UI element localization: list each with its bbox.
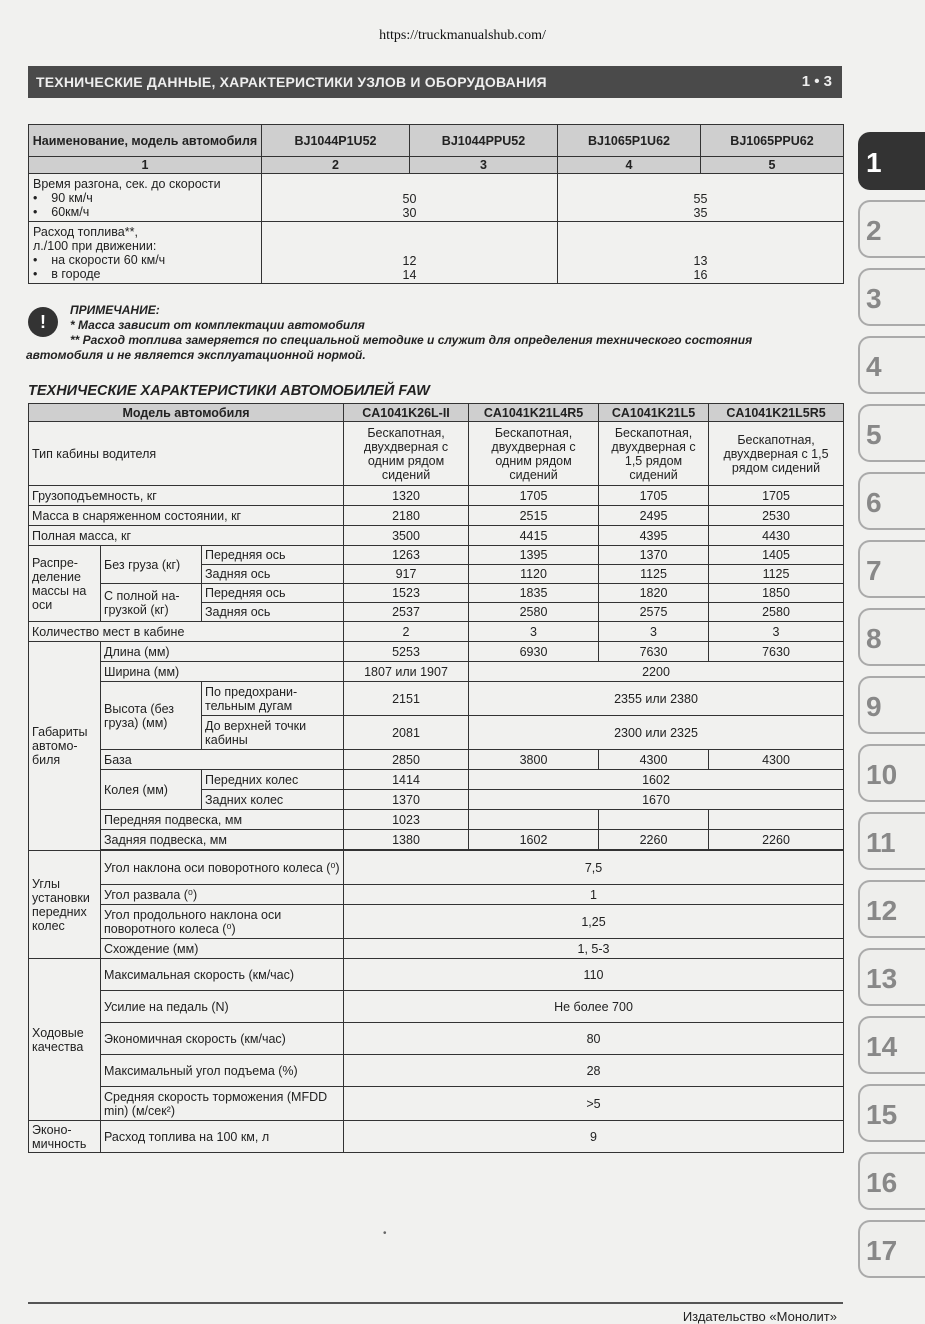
row-label: Задняя ось: [202, 565, 344, 584]
cell-value: 2260: [599, 830, 709, 850]
cell-value: 2580: [469, 603, 599, 622]
note-line: * Масса зависит от комплектации автомобиля: [70, 318, 365, 332]
chapter-tab[interactable]: 10: [858, 744, 925, 802]
model-name: BJ1044PPU52: [410, 125, 558, 157]
cell-value: 2515: [469, 506, 599, 526]
row-label: Длина (мм): [101, 642, 344, 662]
list-item: • 90 км/ч: [33, 190, 93, 205]
cell-value: 1, 5-3: [344, 939, 844, 959]
accel-cell: [29, 174, 262, 222]
row-label: Максимальная скорость (км/час): [101, 959, 344, 991]
fuel-values-b: 13 16: [558, 222, 844, 284]
cell-value: 3: [709, 622, 844, 642]
row-label: База: [101, 750, 344, 770]
row-label: Схождение (мм): [101, 939, 344, 959]
chapter-tab[interactable]: 1: [858, 132, 925, 190]
model-name: CA1041K21L5R5: [709, 404, 844, 422]
model-header: Модель автомобиля: [29, 404, 344, 422]
chapter-tab[interactable]: 5: [858, 404, 925, 462]
row-label: Угол продольного наклона оси поворотного колеса (⁰): [101, 905, 344, 939]
cell-value: 1125: [599, 565, 709, 584]
row-label: Максимальный угол подъема (%): [101, 1055, 344, 1087]
chapter-tab[interactable]: 12: [858, 880, 925, 938]
cell-value: 1820: [599, 584, 709, 603]
cell-value: 9: [344, 1121, 844, 1153]
cell-value: 1850: [709, 584, 844, 603]
chapter-tab[interactable]: 6: [858, 472, 925, 530]
cell-value: 1380: [344, 830, 469, 850]
row-label: До верхней точки кабины: [202, 716, 344, 750]
row-label: Тип кабины водителя: [29, 422, 344, 486]
empty-cell: [709, 810, 844, 830]
cell-value: 1320: [344, 486, 469, 506]
cell-value: 1807 или 1907: [344, 662, 469, 682]
cell-value: 3500: [344, 526, 469, 546]
cell-value: 917: [344, 565, 469, 584]
specs-table-bj: [28, 124, 844, 284]
list-item: • в городе: [33, 266, 101, 281]
col-number: 3: [410, 157, 558, 174]
cell-value: 2: [344, 622, 469, 642]
cell-value: 7630: [709, 642, 844, 662]
note-line: автомобиля и не является эксплуатационной нормой.: [26, 348, 366, 362]
cell-value: 3800: [469, 750, 599, 770]
cell-value: 1602: [469, 770, 844, 790]
cell-value: 110: [344, 959, 844, 991]
cell-value: 2530: [709, 506, 844, 526]
cell-value: 1523: [344, 584, 469, 603]
cell-value: 4415: [469, 526, 599, 546]
col-number: 5: [701, 157, 844, 174]
chapter-tab[interactable]: 7: [858, 540, 925, 598]
section-banner: [28, 66, 842, 98]
chapter-tab[interactable]: 4: [858, 336, 925, 394]
model-name: CA1041K21L5: [599, 404, 709, 422]
row-label: Количество мест в кабине: [29, 622, 344, 642]
chapter-tab[interactable]: 16: [858, 1152, 925, 1210]
source-url[interactable]: https://truckmanualshub.com/: [379, 28, 546, 43]
cell-value: 1,25: [344, 905, 844, 939]
cell-value: 1705: [709, 486, 844, 506]
warning-icon: !: [28, 307, 58, 337]
row-label: Грузоподъемность, кг: [29, 486, 344, 506]
cell-value: Не более 700: [344, 991, 844, 1023]
cell-value: 2180: [344, 506, 469, 526]
cell-value: 1705: [599, 486, 709, 506]
cell-value: 1414: [344, 770, 469, 790]
chapter-tab[interactable]: 13: [858, 948, 925, 1006]
cell-value: 1705: [469, 486, 599, 506]
cell-value: 1670: [469, 790, 844, 810]
cell-value: 1370: [599, 546, 709, 565]
cell-value: 4430: [709, 526, 844, 546]
cell-value: Бескапотная, двухдверная с одним рядом сидений: [469, 422, 599, 486]
chapter-tab[interactable]: 15: [858, 1084, 925, 1142]
chapter-tab[interactable]: 17: [858, 1220, 925, 1278]
cell-value: 1263: [344, 546, 469, 565]
empty-cell: [599, 810, 709, 830]
specs-table-faw: [28, 403, 844, 1153]
row-label: Экономичная скорость (км/час): [101, 1023, 344, 1055]
row-label: Передняя ось: [202, 584, 344, 603]
row-label: Ширина (мм): [101, 662, 344, 682]
model-name: BJ1044P1U52: [262, 125, 410, 157]
banner-title: ТЕХНИЧЕСКИЕ ДАННЫЕ, ХАРАКТЕРИСТИКИ УЗЛОВ И ОБОРУДОВАНИЯ: [36, 74, 547, 90]
footer-divider: [28, 1302, 843, 1304]
cell-value: >5: [344, 1087, 844, 1121]
row-group-label: Распре- деление массы на оси: [29, 546, 101, 622]
model-name: BJ1065PPU62: [701, 125, 844, 157]
col-number: 2: [262, 157, 410, 174]
row-label: Угол развала (⁰): [101, 885, 344, 905]
cell-value: 2081: [344, 716, 469, 750]
cell-value: 7,5: [344, 851, 844, 885]
row-label: Передних колес: [202, 770, 344, 790]
row-label: Задняя подвеска, мм: [101, 830, 344, 850]
chapter-tab[interactable]: 8: [858, 608, 925, 666]
cell-value: 6930: [469, 642, 599, 662]
row-label: Усилие на педаль (N): [101, 991, 344, 1023]
note-line: ** Расход топлива замеряется по специальной методике и служит для определения технического состояния: [70, 333, 753, 347]
fuel-cell: Расход топлива**, л./100 при движении: • на скорости 60 км/ч • в городе: [29, 222, 262, 284]
cell-value: 1835: [469, 584, 599, 603]
row-group-label: Эконо- мичность: [29, 1121, 101, 1153]
cell-value: 7630: [599, 642, 709, 662]
row-label: Полная масса, кг: [29, 526, 344, 546]
col-number: 4: [558, 157, 701, 174]
row-label: По предохрани- тельным дугам: [202, 682, 344, 716]
publisher: Издательство «Монолит»: [682, 1309, 837, 1324]
cell-value: Бескапотная, двухдверная с одним рядом сидений: [344, 422, 469, 486]
chapter-tab[interactable]: 9: [858, 676, 925, 734]
accel-label: Время разгона, сек. до скорости: [33, 176, 221, 191]
cell-value: 2355 или 2380: [469, 682, 844, 716]
cell-value: 80: [344, 1023, 844, 1055]
row-label: Задних колес: [202, 790, 344, 810]
row-label: Средняя скорость торможения (MFDD min) (м/сек²): [101, 1087, 344, 1121]
row-label: С полной на- грузкой (кг): [101, 584, 202, 622]
cell-value: 1405: [709, 546, 844, 565]
cell-value: 1: [344, 885, 844, 905]
cell-value: 4395: [599, 526, 709, 546]
cell-value: 1370: [344, 790, 469, 810]
cell-value: 2580: [709, 603, 844, 622]
cell-value: 1125: [709, 565, 844, 584]
row-label: Угол наклона оси поворотного колеса (⁰): [101, 851, 344, 885]
cell-value: Бескапотная, двухдверная с 1,5 рядом сидений: [709, 422, 844, 486]
cell-value: 28: [344, 1055, 844, 1087]
col-number: 1: [29, 157, 262, 174]
page-number: 1 • 3: [801, 73, 832, 90]
row-label: Масса в снаряженном состоянии, кг: [29, 506, 344, 526]
row-label: Задняя ось: [202, 603, 344, 622]
cell-value: 2151: [344, 682, 469, 716]
cell-value: 2850: [344, 750, 469, 770]
row-label: Передняя подвеска, мм: [101, 810, 344, 830]
row-label: Без груза (кг): [101, 546, 202, 584]
row-group-label: Ходовые качества: [29, 959, 101, 1121]
cell-value: 1395: [469, 546, 599, 565]
list-item: • 60км/ч: [33, 204, 90, 219]
cell-value: 2300 или 2325: [469, 716, 844, 750]
cell-value: Бескапотная, двухдверная с 1,5 рядом сидений: [599, 422, 709, 486]
list-item: • на скорости 60 км/ч: [33, 252, 166, 267]
cell-value: 4300: [709, 750, 844, 770]
cell-value: 2537: [344, 603, 469, 622]
model-name: CA1041K21L4R5: [469, 404, 599, 422]
chapter-tab[interactable]: 2: [858, 200, 925, 258]
cell-value: 1023: [344, 810, 469, 830]
model-name: BJ1065P1U62: [558, 125, 701, 157]
cell-value: 2200: [469, 662, 844, 682]
cell-value: 1602: [469, 830, 599, 850]
cell-value: 2575: [599, 603, 709, 622]
cell-value: 5253: [344, 642, 469, 662]
cell-value: 1120: [469, 565, 599, 584]
empty-cell: [469, 810, 599, 830]
fuel-values-a: 12 14: [262, 222, 558, 284]
row-label: Передняя ось: [202, 546, 344, 565]
row-group-label: Габариты автомо- биля: [29, 642, 101, 851]
cell-value: 3: [599, 622, 709, 642]
cell-value: 2495: [599, 506, 709, 526]
row-label: Колея (мм): [101, 770, 202, 810]
cell-value: 2260: [709, 830, 844, 850]
accel-values-b: 55 35: [558, 174, 844, 222]
model-name: CA1041K26L-II: [344, 404, 469, 422]
row-label: Высота (без груза) (мм): [101, 682, 202, 750]
speck: •: [383, 1228, 387, 1239]
chapter-tab[interactable]: 3: [858, 268, 925, 326]
section-title: ТЕХНИЧЕСКИЕ ХАРАКТЕРИСТИКИ АВТОМОБИЛЕЙ FAW: [28, 383, 430, 399]
chapter-tab[interactable]: 11: [858, 812, 925, 870]
accel-values-a: 50 30: [262, 174, 558, 222]
model-header: Наименование, модель автомобиля: [29, 125, 262, 157]
cell-value: 3: [469, 622, 599, 642]
cell-value: 4300: [599, 750, 709, 770]
note-title: ПРИМЕЧАНИЕ:: [70, 303, 160, 317]
row-group-label: Углы установки передних колес: [29, 851, 101, 959]
row-label: Расход топлива на 100 км, л: [101, 1121, 344, 1153]
chapter-tab[interactable]: 14: [858, 1016, 925, 1074]
